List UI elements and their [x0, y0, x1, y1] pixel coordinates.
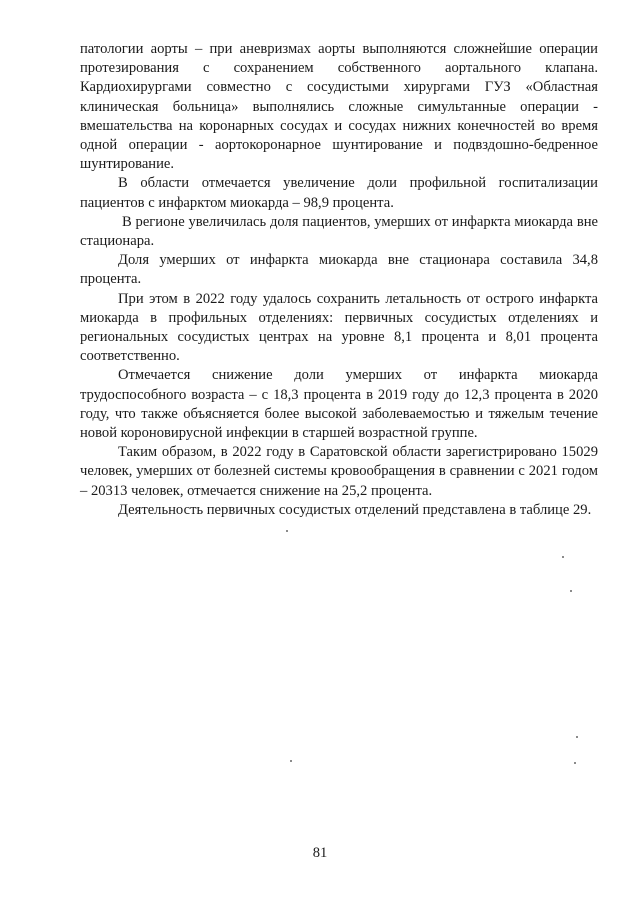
- paragraph-table-reference: Деятельность первичных сосудистых отделений представлена в таблице 29.: [118, 501, 592, 518]
- scan-speck: [574, 762, 576, 764]
- paragraph-hospitalization-share: В области отмечается увеличение доли профильной госпитализации пациентов с инфарктом миокарда – 98,9 процента.: [80, 175, 598, 211]
- page-number: 81: [312, 845, 328, 861]
- scan-speck: [562, 556, 564, 558]
- scan-speck: [286, 530, 288, 532]
- paragraph-working-age-decline: Отмечается снижение доли умерших от инфаркта миокарда трудоспособного возраста – с 18,3 процента в 2019 году до 12,3 процента в 2020 году, что также объясняется более высокой заболеваемостью и тяжелым течение новой короновирусной инфекции в старшей возрастной группе.: [80, 367, 598, 442]
- paragraph-out-of-hospital-increase: В регионе увеличилась доля пациентов, умерших от инфаркта миокарда вне стационара.: [80, 213, 598, 250]
- body-text: [80, 40, 598, 520]
- paragraph-out-of-hospital-share: Доля умерших от инфаркта миокарда вне стационара составила 34,8 процента.: [80, 252, 598, 288]
- paragraph-lethality: При этом в 2022 году удалось сохранить летальность от острого инфаркта миокарда в профильных отделениях: первичных сосудистых отделениях и региональных сосудистых центрах на уровне 8,1 процента и 8,01 процента соответственно.: [80, 290, 598, 365]
- paragraph-aorta-surgery: патологии аорты – при аневризмах аорты выполняются сложнейшие операции протезирования с сохранением собственного аортального клапана. Кардиохирургами совместно с сосудистыми хирургами ГУЗ «Областная клиническая больница» выполнялись сложные симультанные операции - вмешательства на коронарных сосудах и сосудах нижних конечностей во время одной операции - аортокоронарное шунтирование и подвздошно-бедренное шунтирование.: [80, 41, 598, 173]
- scan-speck: [576, 736, 578, 738]
- paragraph-conclusion: Таким образом, в 2022 году в Саратовской области зарегистрировано 15029 человек, умерших от болезней системы кровообращения в сравнении с 2021 годом – 20313 человек, отмечается снижение на 25,2 процента.: [80, 444, 598, 499]
- scan-speck: [570, 590, 572, 592]
- scan-speck: [290, 760, 292, 762]
